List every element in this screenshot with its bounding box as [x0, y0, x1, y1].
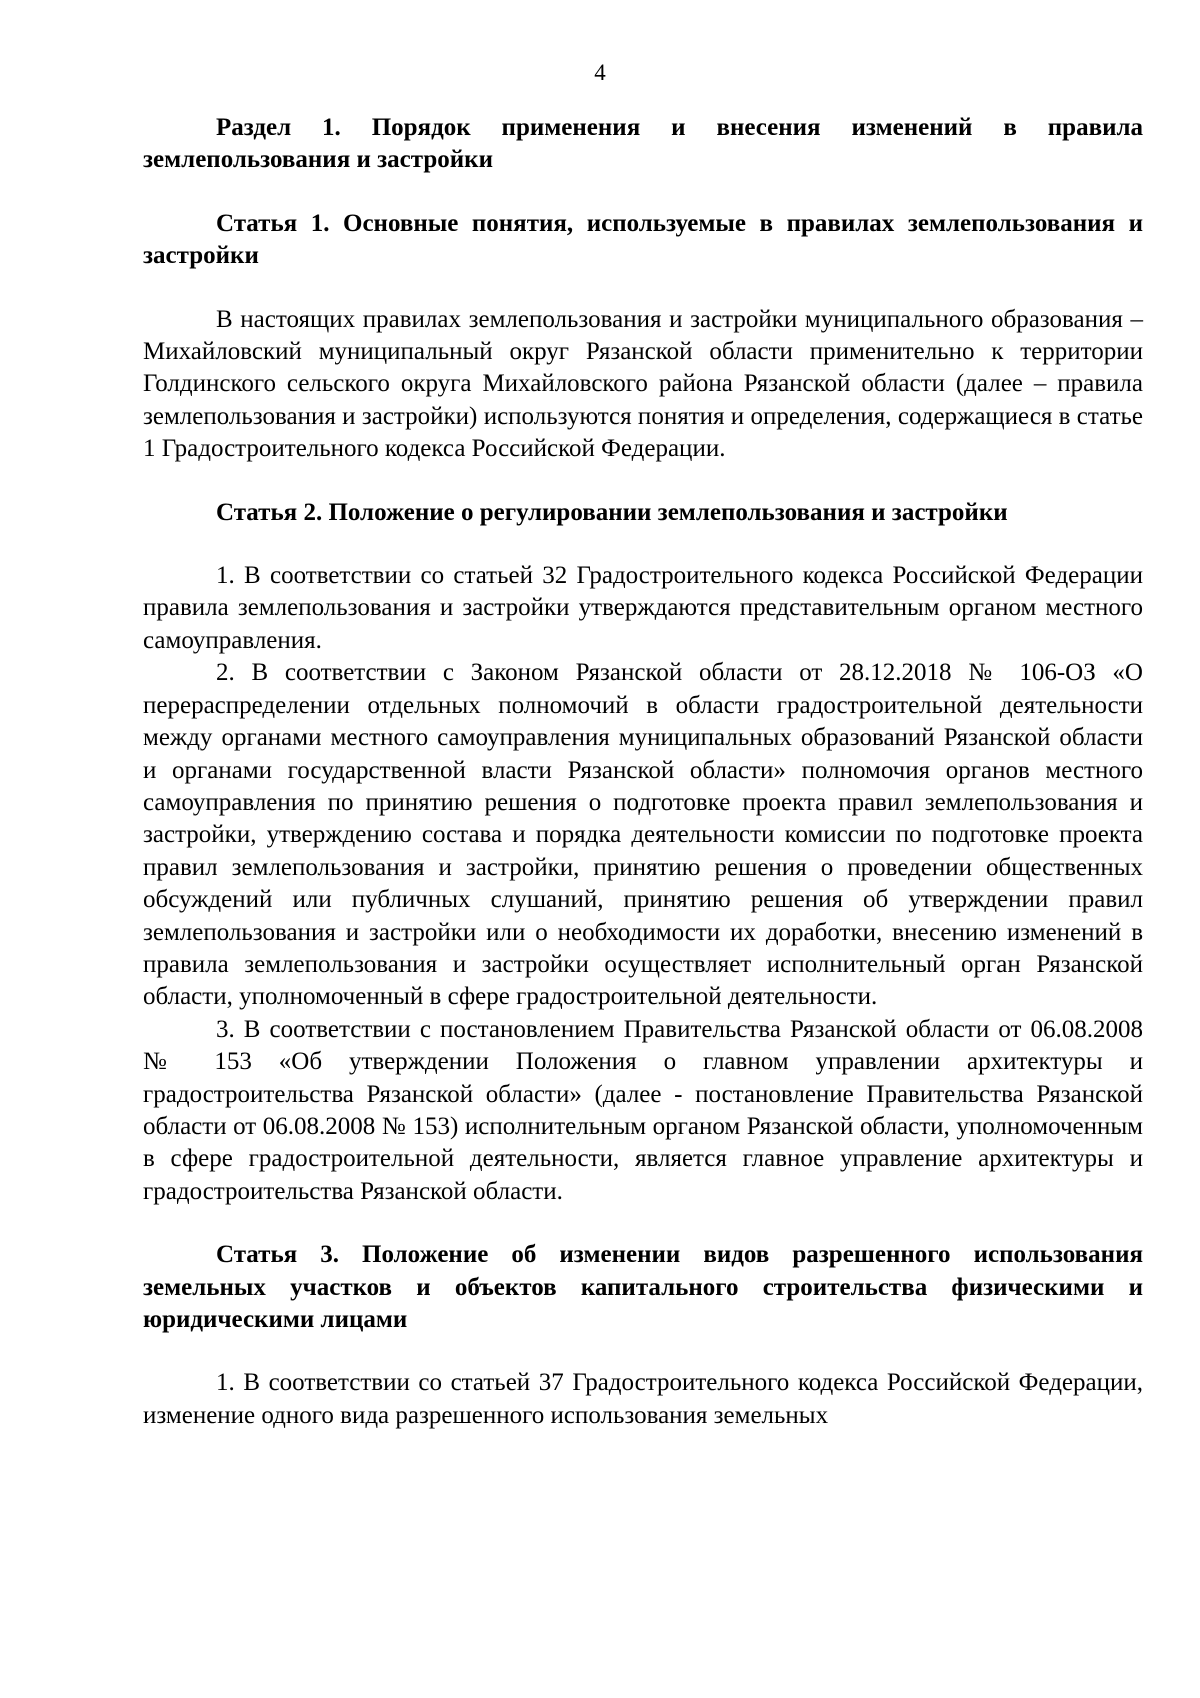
page-number: 4 — [594, 60, 606, 85]
spacer — [143, 466, 1143, 497]
article-1-paragraph: В настоящих правилах землепользования и застройки муниципального образования – Михайловский муниципальный округ Рязанской области применительно к территории Голдинского сельского округа Михайловского района Рязанской области (далее – правила землепользования и застройки) используются понятия и определения, содержащиеся в статье 1 Градостроительного кодекса Российской Федерации. — [143, 305, 1143, 463]
spacer — [143, 1208, 1143, 1239]
article-3-paragraph-1: 1. В соответствии со статьей 37 Градостроительного кодекса Российской Федерации, изменение одного вида разрешенного использования земельных — [143, 1369, 1143, 1429]
article-2-paragraph-3: 3. В соответствии с постановлением Правительства Рязанской области от 06.08.2008 № 153 «Об утверждении Положения о главном управлении архитектуры и градостроительства Рязанской области» (далее - постановление Правительства Рязанской области от 06.08.2008 № 153) исполнительным органом Рязанской области, уполномоченным в сфере градостроительной деятельности, является главное управление архитектуры и градостроительства Рязанской области. — [143, 1015, 1143, 1205]
article-2-title: Статья 2. Положение о регулировании землепользования и застройки — [216, 498, 1008, 526]
section-title: Раздел 1. Порядок применения и внесения изменений в правила землепользования и застройки — [143, 114, 1143, 174]
article-1-title: Статья 1. Основные понятия, используемые в правилах землепользования и застройки — [143, 209, 1143, 270]
article-3-title: Статья 3. Положение об изменении видов разрешенного использования земельных участков и объектов капитального строительства физическими и юридическими лицами — [143, 1241, 1143, 1333]
document-body — [143, 112, 1143, 1432]
article-2-paragraph-1: 1. В соответствии со статьей 32 Градостроительного кодекса Российской Федерации правила землепользования и застройки утверждаются представительным органом местного самоуправления. — [143, 562, 1143, 654]
article-2-paragraph-2: 2. В соответствии с Законом Рязанской области от 28.12.2018 № 106-ОЗ «О перераспределении отдельных полномочий в области градостроительной деятельности между органами местного самоуправления муниципальных образований Рязанской области и органами государственной власти Рязанской области» полномочия органов местного самоуправления по принятию решения о подготовке проекта правил землепользования и застройки, утверждению состава и порядка деятельности комиссии по подготовке проекта правил землепользования и застройки, принятию решения о проведении общественных обсуждений или публичных слушаний, принятию решения об утверждении правил землепользования и застройки или о необходимости их доработки, внесению изменений в правила землепользования и застройки осуществляет исполнительный орган Рязанской области, уполномоченный в сфере градостроительной деятельности. — [143, 659, 1143, 1011]
